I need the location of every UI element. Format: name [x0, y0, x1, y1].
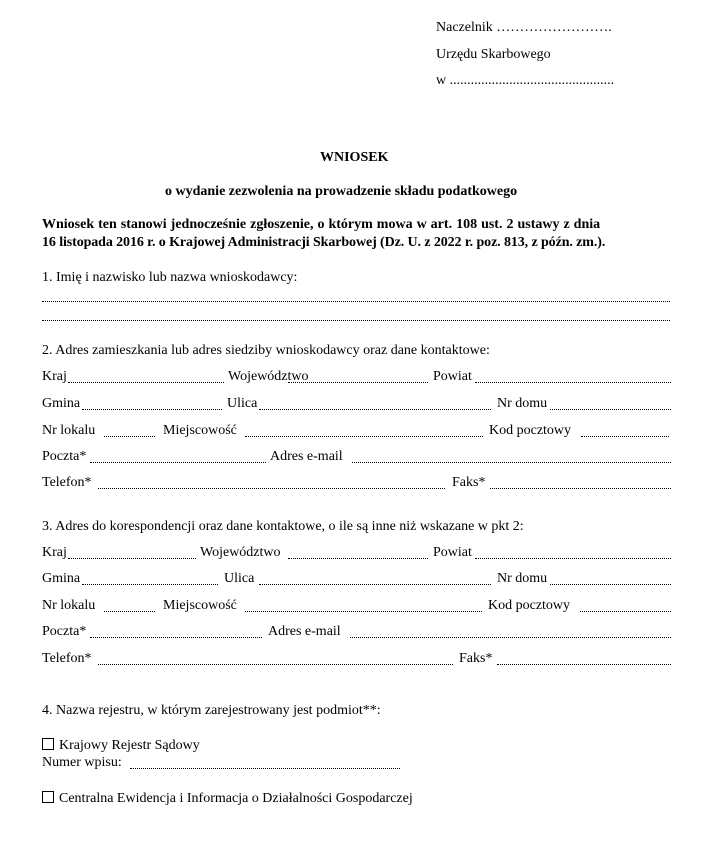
- s2-nr-lokalu-field[interactable]: [104, 435, 155, 437]
- document-subtitle: o wydanie zezwolenia na prowadzenie składu podatkowego: [165, 184, 518, 199]
- krs-number-row: [42, 755, 402, 771]
- s2-kod-pocztowy-field[interactable]: [581, 435, 669, 437]
- s3-kod-pocztowy-label: Kod pocztowy: [488, 598, 571, 613]
- ceidg-option[interactable]: [42, 791, 413, 807]
- s2-nr-domu-label: Nr domu: [497, 396, 548, 411]
- s3-poczta-label: Poczta*: [42, 624, 87, 639]
- s3-powiat-field[interactable]: [475, 557, 671, 559]
- s2-kraj-label: Kraj: [42, 369, 67, 384]
- s2-poczta-field[interactable]: [90, 461, 266, 463]
- krs-checkbox[interactable]: [42, 738, 54, 750]
- s2-nr-domu-field[interactable]: [550, 408, 671, 410]
- krs-number-label: Numer wpisu:: [42, 755, 122, 770]
- s2-powiat-label: Powiat: [433, 369, 472, 384]
- s3-row-gmina: [42, 571, 672, 587]
- s2-nr-lokalu-label: Nr lokalu: [42, 423, 96, 438]
- s3-row-poczta: [42, 624, 672, 640]
- s3-wojewodztwo-field[interactable]: [288, 557, 428, 559]
- s2-wojewodztwo-label: Województwo: [228, 369, 309, 384]
- s3-faks-field[interactable]: [497, 663, 671, 665]
- s2-gmina-label: Gmina: [42, 396, 81, 411]
- s2-ulica-field[interactable]: [259, 408, 491, 410]
- intro-line-1: Wniosek ten stanowi jednocześnie zgłoszenie, o którym mowa w art. 108 ust. 2 ustawy z dnia: [42, 217, 601, 232]
- s3-row-kraj: [42, 545, 672, 561]
- s3-row-lokal: [42, 598, 672, 614]
- addressee-line-1: Naczelnik …………………….: [436, 20, 612, 35]
- section-3-heading: 3. Adres do korespondencji oraz dane kontaktowe, o ile są inne niż wskazane w pkt 2:: [42, 519, 524, 534]
- intro-line-2: 16 listopada 2016 r. o Krajowej Administracji Skarbowej (Dz. U. z 2022 r. poz. 813, z późn. zm.).: [42, 235, 606, 250]
- s3-kraj-field[interactable]: [68, 557, 196, 559]
- s3-kod-pocztowy-field[interactable]: [580, 610, 671, 612]
- s3-email-label: Adres e-mail: [268, 624, 341, 639]
- s2-wojewodztwo-field[interactable]: [288, 381, 428, 383]
- section-4-heading: 4. Nazwa rejestru, w którym zarejestrowany jest podmiot**:: [42, 703, 381, 718]
- s2-row-poczta: [42, 449, 672, 465]
- s2-row-kraj: [42, 369, 672, 385]
- s2-gmina-field[interactable]: [82, 408, 222, 410]
- krs-label: Krajowy Rejestr Sądowy: [59, 738, 200, 753]
- s3-kraj-label: Kraj: [42, 545, 67, 560]
- s2-email-label: Adres e-mail: [270, 449, 343, 464]
- s3-nr-lokalu-field[interactable]: [104, 610, 155, 612]
- s3-poczta-field[interactable]: [90, 636, 262, 638]
- document-title: WNIOSEK: [320, 150, 389, 165]
- s2-miejscowosc-label: Miejscowość: [163, 423, 237, 438]
- s2-telefon-field[interactable]: [98, 487, 445, 489]
- ceidg-checkbox[interactable]: [42, 791, 54, 803]
- s2-faks-label: Faks*: [452, 475, 486, 490]
- krs-option[interactable]: [42, 738, 200, 754]
- s3-powiat-label: Powiat: [433, 545, 472, 560]
- section-2-heading: 2. Adres zamieszkania lub adres siedziby wnioskodawcy oraz dane kontaktowe:: [42, 343, 490, 358]
- ceidg-label: Centralna Ewidencja i Informacja o Działalności Gospodarczej: [59, 791, 413, 806]
- s2-row-telefon: [42, 475, 672, 491]
- s3-wojewodztwo-label: Województwo: [200, 545, 281, 560]
- s3-ulica-field[interactable]: [259, 583, 491, 585]
- s3-miejscowosc-field[interactable]: [245, 610, 482, 612]
- s3-nr-domu-field[interactable]: [550, 583, 671, 585]
- s2-ulica-label: Ulica: [227, 396, 258, 411]
- s2-email-field[interactable]: [352, 461, 671, 463]
- s2-row-lokal: [42, 423, 672, 439]
- s3-telefon-label: Telefon*: [42, 651, 92, 666]
- s2-row-gmina: [42, 396, 672, 412]
- s2-telefon-label: Telefon*: [42, 475, 92, 490]
- s3-email-field[interactable]: [350, 636, 671, 638]
- krs-number-field[interactable]: [130, 767, 400, 769]
- s3-row-telefon: [42, 651, 672, 667]
- s2-miejscowosc-field[interactable]: [245, 435, 483, 437]
- s3-nr-lokalu-label: Nr lokalu: [42, 598, 96, 613]
- s3-faks-label: Faks*: [459, 651, 493, 666]
- s2-kraj-field[interactable]: [68, 381, 224, 383]
- s2-powiat-field[interactable]: [475, 381, 671, 383]
- addressee-line-3: w ...............................................: [436, 73, 615, 88]
- s2-kod-pocztowy-label: Kod pocztowy: [489, 423, 572, 438]
- s3-nr-domu-label: Nr domu: [497, 571, 548, 586]
- addressee-line-2: Urzędu Skarbowego: [436, 47, 551, 62]
- section-1-heading: 1. Imię i nazwisko lub nazwa wnioskodawcy:: [42, 270, 298, 285]
- s3-gmina-label: Gmina: [42, 571, 81, 586]
- s2-faks-field[interactable]: [490, 487, 671, 489]
- s3-gmina-field[interactable]: [82, 583, 218, 585]
- s2-poczta-label: Poczta*: [42, 449, 87, 464]
- s3-ulica-label: Ulica: [224, 571, 255, 586]
- s3-miejscowosc-label: Miejscowość: [163, 598, 237, 613]
- applicant-name-field-2[interactable]: [42, 319, 670, 321]
- applicant-name-field-1[interactable]: [42, 300, 670, 302]
- s3-telefon-field[interactable]: [98, 663, 453, 665]
